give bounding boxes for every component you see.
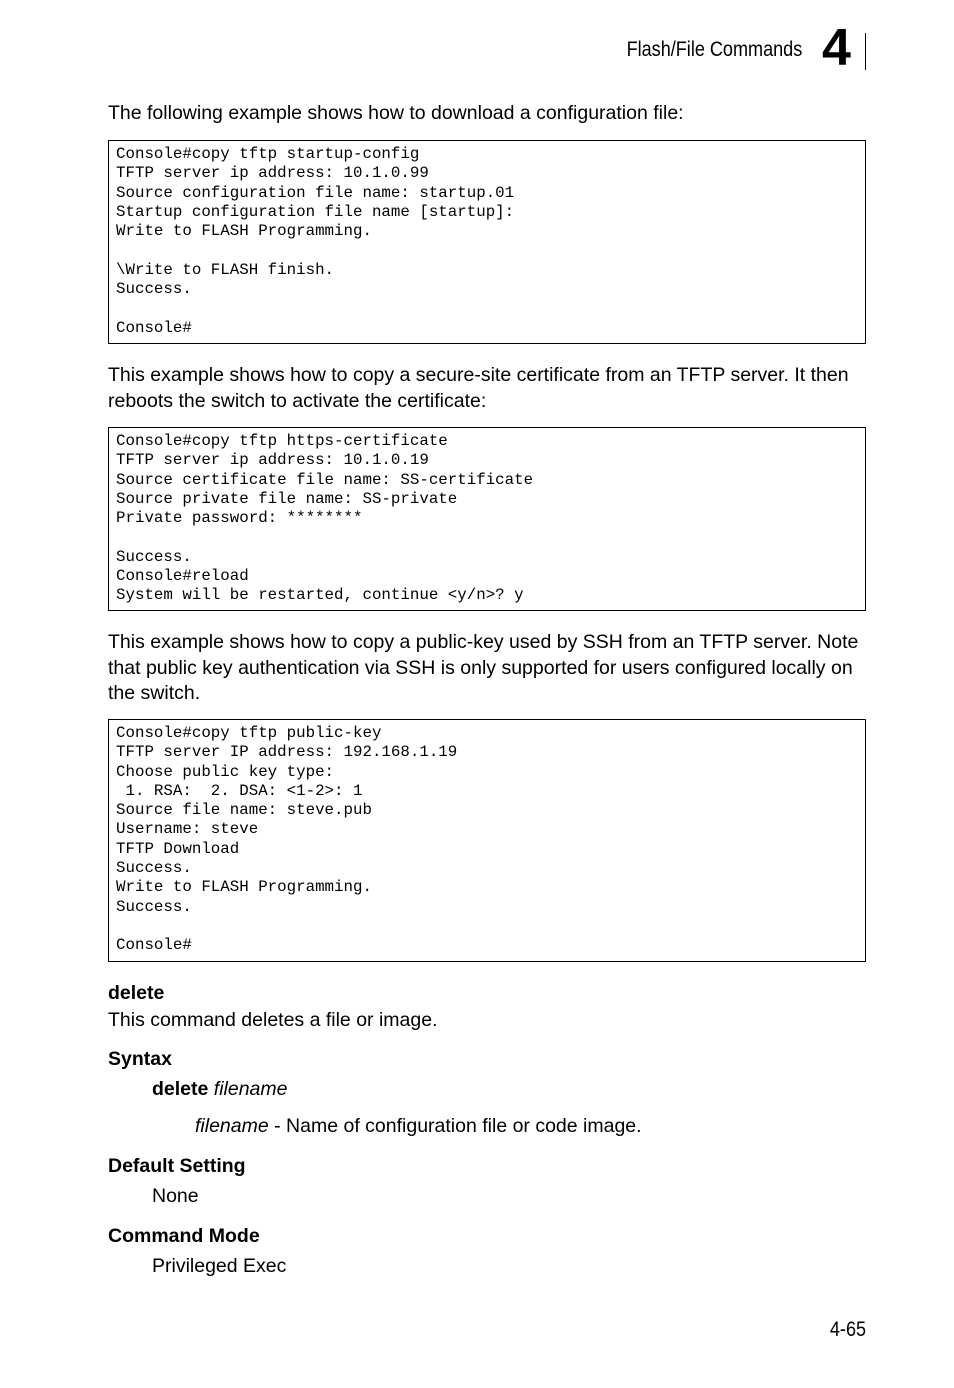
code-block: Console#copy tftp startup-config TFTP server ip address: 10.1.0.99 Source configuration file name: startup.01 Startup configuration file name [startup]: Write to FLASH Programming. \Write to FLASH finish. Success. Console#: [116, 145, 515, 337]
parameter-name: filename: [195, 1115, 269, 1137]
intro-paragraph-download: The following example shows how to download a configuration file:: [108, 102, 684, 124]
default-setting-heading: Default Setting: [108, 1155, 246, 1177]
parameter-description: [195, 1115, 642, 1138]
command-title: delete: [108, 982, 165, 1004]
chapter-number: 4: [822, 19, 851, 77]
code-example-public-key: [108, 719, 866, 962]
page-number: 4-65: [829, 1318, 866, 1341]
syntax-heading: Syntax: [108, 1048, 172, 1070]
code-example-certificate: [108, 427, 866, 611]
code-block: Console#copy tftp https-certificate TFTP server ip address: 10.1.0.19 Source certificate file name: SS-certificate Source private file name: SS-private Private password: ******** Success. Console#reload System will be restarted, continue <y/n>? y: [116, 432, 534, 605]
section-title: Flash/File Commands: [626, 38, 802, 61]
command-mode-heading: Command Mode: [108, 1225, 260, 1247]
default-setting-value: None: [152, 1185, 199, 1207]
command-mode-value: Privileged Exec: [152, 1255, 287, 1277]
syntax-keyword: delete: [152, 1078, 209, 1100]
code-block: Console#copy tftp public-key TFTP server IP address: 192.168.1.19 Choose public key type: 1. RSA: 2. DSA: <1-2>: 1 Source file name: steve.pub Username: steve TFTP Download Success. Write to FLASH Programming. Success. Console#: [116, 724, 458, 955]
code-example-download: [108, 140, 866, 344]
syntax-parameter: filename: [213, 1078, 288, 1100]
command-description: This command deletes a file or image.: [108, 1009, 438, 1031]
chapter-divider: [865, 33, 866, 70]
intro-paragraph-certificate: This example shows how to copy a secure-site certificate from an TFTP server. It then reboots the switch to activate the certificate:: [108, 364, 849, 412]
parameter-text: - Name of configuration file or code image.: [268, 1115, 642, 1137]
syntax-line: [152, 1078, 288, 1101]
intro-paragraph-public-key: This example shows how to copy a public-key used by SSH from an TFTP server. Note that public key authentication via SSH is only supported for users configured locally on the switch.: [108, 631, 859, 704]
